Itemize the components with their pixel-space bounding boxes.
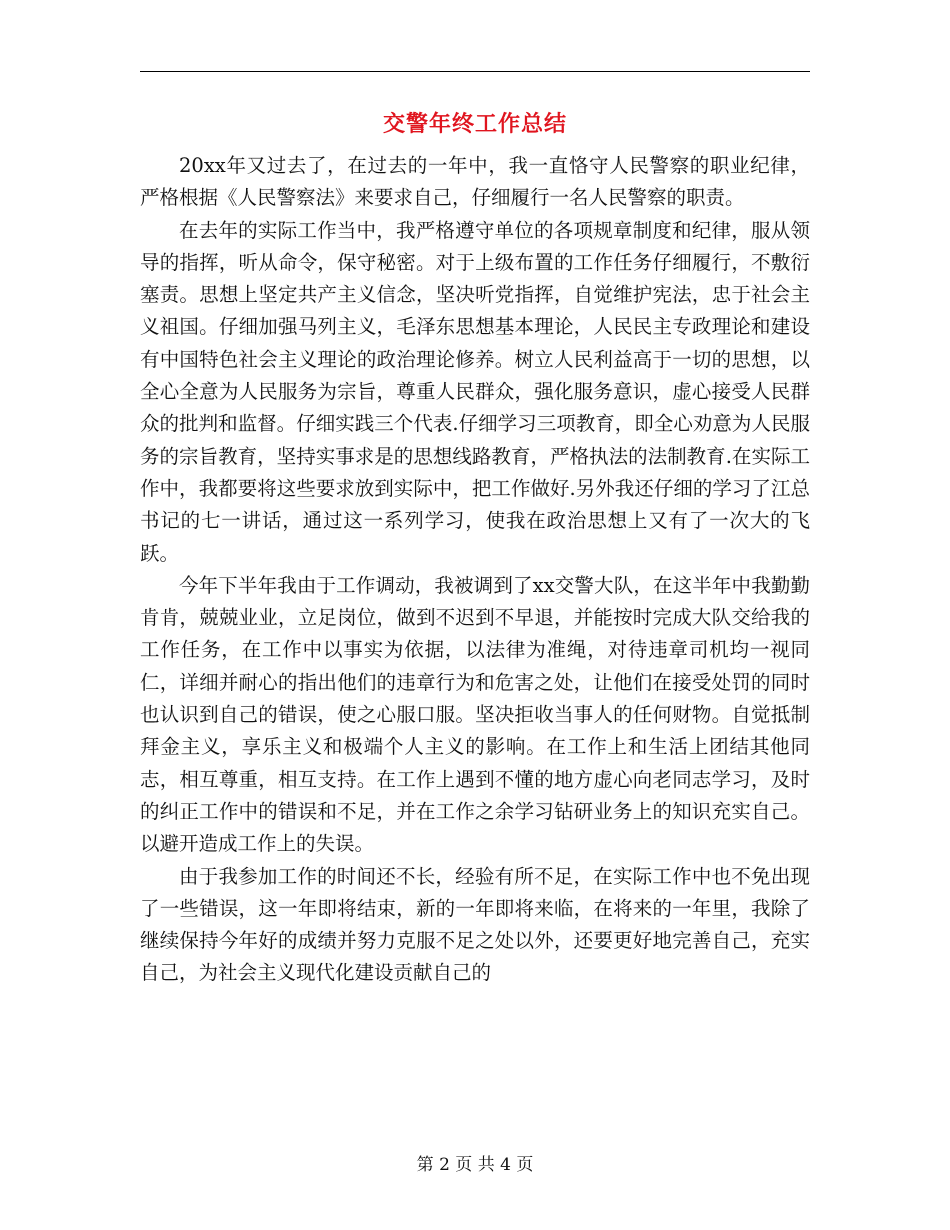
paragraph-4: 由于我参加工作的时间还不长，经验有所不足，在实际工作中也不免出现了一些错误，这一年即将结束，新的一年即将来临，在将来的一年里，我除了继续保持今年好的成绩并努力克服不足之处以外，还要更好地完善自己，充实自己，为社会主义现代化建设贡献自己的 [140, 864, 810, 985]
header-rule [140, 71, 810, 72]
paragraph-2: 在去年的实际工作当中，我严格遵守单位的各项规章制度和纪律，服从领导的指挥，听从命令，保守秘密。对于上级布置的工作任务仔细履行，不敷衍塞责。思想上坚定共产主义信念，坚决听党指挥，自觉维护宪法，忠于社会主义祖国。仔细加强马列主义，毛泽东思想基本理论，人民民主专政理论和建设有中国特色社会主义理论的政治理论修养。树立人民利益高于一切的思想，以全心全意为人民服务为宗旨，尊重人民群众，强化服务意识，虚心接受人民群众的批判和监督。仔细实践三个代表.仔细学习三项教育，即全心劝意为人民服务的宗旨教育，坚持实事求是的思想线路教育，严格执法的法制教育.在实际工作中，我都要将这些要求放到实际中，把工作做好.另外我还仔细的学习了江总书记的七一讲话，通过这一系列学习，使我在政治思想上又有了一次大的飞跃。 [140, 218, 810, 565]
paragraph-1: 20xx年又过去了，在过去的一年中，我一直恪守人民警察的职业纪律，严格根据《人民警察法》来要求自己，仔细履行一名人民警察的职责。 [140, 154, 810, 210]
document-body [140, 150, 810, 990]
document-title: 交警年终工作总结 [382, 112, 567, 137]
page-number: 第 2 页 共 4 页 [416, 1155, 534, 1175]
paragraph-3: 今年下半年我由于工作调动，我被调到了xx交警大队，在这半年中我勤勤肯肯，兢兢业业，立足岗位，做到不迟到不早退，并能按时完成大队交给我的工作任务，在工作中以事实为依据，以法律为准绳，对待违章司机均一视同仁，详细并耐心的指出他们的违章行为和危害之处，让他们在接受处罚的同时也认识到自己的错误，使之心服口服。坚决拒收当事人的任何财物。自觉抵制拜金主义，享乐主义和极端个人主义的影响。在工作上和生活上团结其他同志，相互尊重，相互支持。在工作上遇到不懂的地方虚心向老同志学习，及时的纠正工作中的错误和不足，并在工作之余学习钻研业务上的知识充实自己。以避开造成工作上的失误。 [140, 573, 810, 856]
